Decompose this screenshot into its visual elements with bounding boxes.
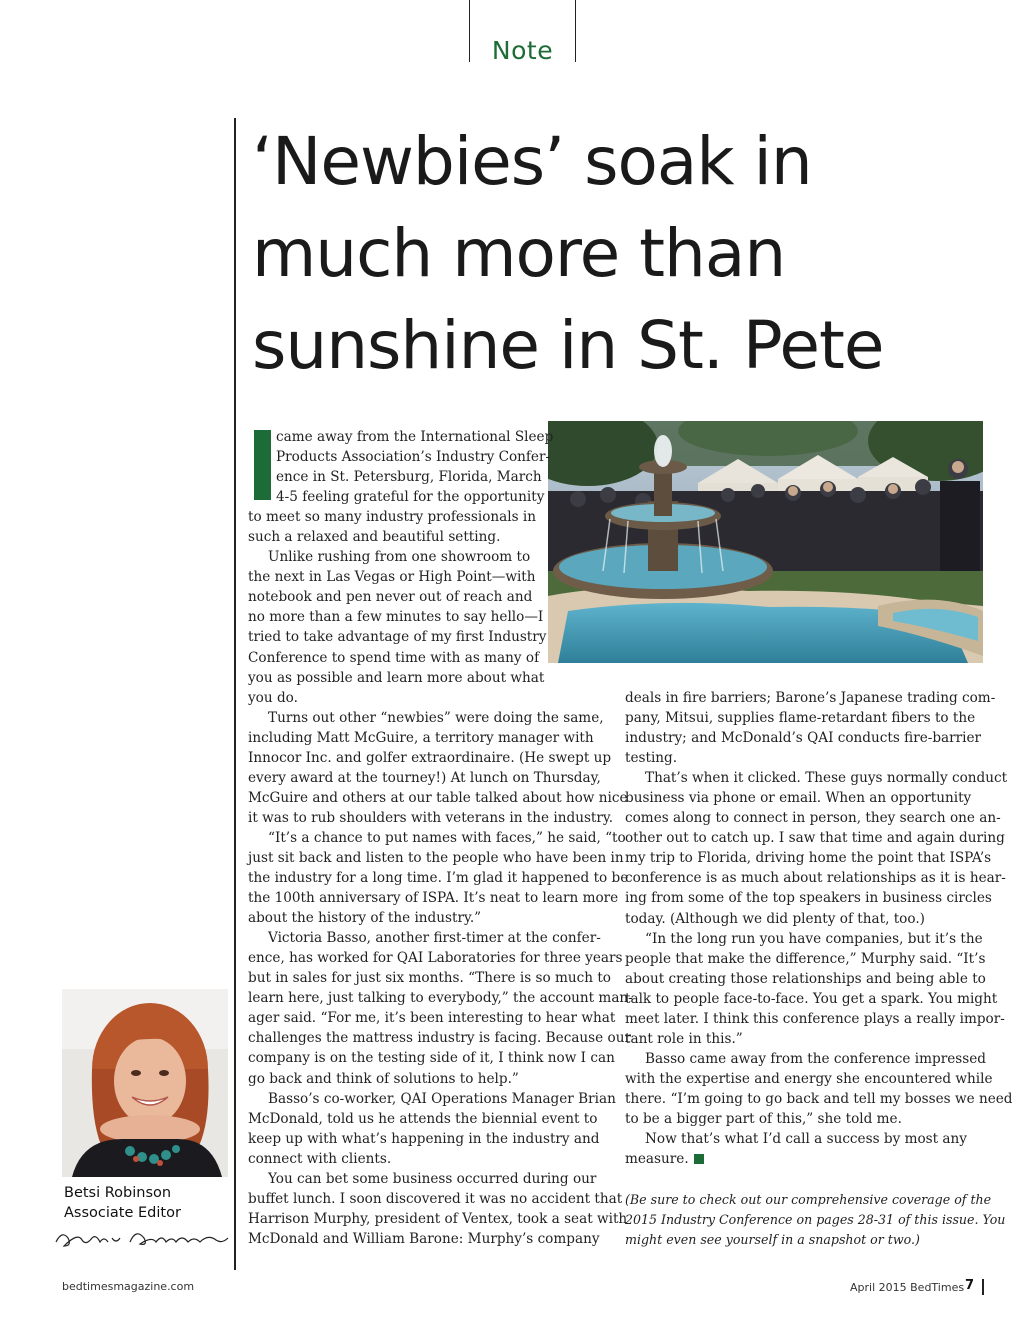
text-line: to meet so many industry professionals in: [248, 509, 537, 526]
footer-divider: [982, 1279, 984, 1295]
text-line: conference is as much about relationships as it is hear-: [625, 870, 1006, 887]
text-line: such a relaxed and beautiful setting.: [248, 529, 501, 546]
text-line: notebook and pen never out of reach and: [248, 589, 533, 606]
text-line: but in sales for just six months. “There is so much to: [248, 970, 611, 987]
text-line: there. “I’m going to go back and tell my bosses we need: [625, 1090, 1013, 1107]
text-line: meet later. I think this conference plays a really impor-: [625, 1010, 1005, 1027]
text-line: the 100th anniversary of ISPA. It’s neat to learn more: [248, 890, 619, 907]
text-line: you as possible and learn more about what: [248, 669, 545, 686]
page-number: 7: [965, 1278, 975, 1293]
note-line: might even see yourself in a snapshot or two.): [625, 1232, 920, 1247]
text-line: 4-5 feeling grateful for the opportunity: [276, 489, 545, 506]
text-line: Turns out other “newbies” were doing the same,: [268, 709, 604, 726]
text-line: my trip to Florida, driving home the point that ISPA’s: [625, 850, 992, 867]
text-line: industry; and McDonald’s QAI conducts fire-barrier: [625, 730, 982, 747]
headline-line: sunshine in St. Pete: [252, 307, 884, 384]
coverage-note: [625, 1190, 1006, 1250]
text-line: including Matt McGuire, a territory manager with: [248, 729, 594, 746]
text-line: company is on the testing side of it, I think now I can: [248, 1050, 615, 1067]
text-line: go back and think of solutions to help.”: [248, 1070, 519, 1087]
text-line: Victoria Basso, another first-timer at the confer-: [268, 930, 601, 947]
section-label: Note: [491, 36, 554, 65]
text-line: Basso’s co-worker, QAI Operations Manager Brian: [268, 1090, 616, 1107]
text-line: today. (Although we did plenty of that, too.): [625, 910, 925, 927]
text-line: Products Association’s Industry Confer-: [276, 449, 551, 466]
text-line: no more than a few minutes to say hello—I: [248, 609, 544, 626]
text-line: testing.: [625, 750, 678, 767]
text-line: “In the long run you have companies, but it’s the: [645, 930, 983, 947]
text-line: ing from some of the top speakers in business circles: [625, 890, 992, 907]
text-line: Basso came away from the conference impressed: [645, 1050, 986, 1067]
text-line: you do.: [248, 689, 298, 706]
text-line: Innocor Inc. and golfer extraordinaire. (He swept up: [248, 749, 612, 766]
text-line: Unlike rushing from one showroom to: [268, 549, 531, 566]
article-column-1: [248, 427, 633, 1249]
signature-image: [52, 1224, 232, 1252]
text-line: the next in Las Vegas or High Point—with: [248, 569, 536, 586]
note-line: 2015 Industry Conference on pages 28-31 of this issue. You: [625, 1212, 1006, 1227]
text-line: McDonald, told us he attends the biennial event to: [248, 1110, 598, 1127]
text-line: You can bet some business occurred during our: [268, 1170, 597, 1187]
text-line: connect with clients.: [248, 1150, 392, 1167]
author-portrait-image: [62, 989, 228, 1177]
text-line: ence in St. Petersburg, Florida, March: [276, 469, 542, 486]
text-line: Harrison Murphy, president of Ventex, took a seat with: [248, 1210, 628, 1227]
text-line: comes along to connect in person, they search one an-: [625, 810, 1001, 827]
text-line: about creating those relationships and being able to: [625, 970, 986, 987]
author-photo: [62, 989, 228, 1177]
text-line: tant role in this.”: [625, 1030, 743, 1047]
text-line-last: [625, 1149, 985, 1169]
footer-url: bedtimesmagazine.com: [62, 1280, 195, 1293]
text-line: people that make the difference,” Murphy said. “It’s: [625, 950, 986, 967]
text-line: tried to take advantage of my first Industry: [248, 629, 547, 646]
fountain-image: [548, 421, 983, 663]
headline-line: ‘Newbies’ soak in: [252, 123, 812, 200]
text-line: challenges the mattress industry is facing. Because our: [248, 1030, 631, 1047]
text-line: Now that’s what I’d call a success by most any: [645, 1131, 967, 1148]
footer-issue: April 2015 BedTimes: [850, 1281, 965, 1294]
text-line: the industry for a long time. I’m glad it happened to be: [248, 870, 629, 887]
text-line: measure.: [625, 1151, 689, 1168]
text-line: keep up with what’s happening in the industry and: [248, 1130, 600, 1147]
text-line: buffet lunch. I soon discovered it was no accident that: [248, 1190, 623, 1207]
text-line: pany, Mitsui, supplies flame-retardant fibers to the: [625, 710, 976, 727]
text-line: McGuire and others at our table talked about how nice: [248, 789, 628, 806]
event-photo: [548, 421, 983, 663]
text-line: Conference to spend time with as many of: [248, 649, 540, 666]
left-divider: [234, 118, 236, 1270]
text-line: with the expertise and energy she encountered while: [625, 1070, 993, 1087]
text-line: ence, has worked for QAI Laboratories for three years: [248, 950, 623, 967]
text-line: learn here, just talking to everybody,” the account man-: [248, 990, 633, 1007]
author-title: Associate Editor: [64, 1205, 181, 1221]
headline-line: much more than: [252, 215, 786, 292]
text-line: “It’s a chance to put names with faces,” he said, “to: [268, 829, 626, 846]
text-line: That’s when it clicked. These guys normally conduct: [645, 770, 1008, 787]
text-line: just sit back and listen to the people who have been in: [248, 849, 624, 866]
end-mark-icon: [694, 1154, 704, 1164]
text-line: business via phone or email. When an opportunity: [625, 790, 972, 807]
text-line: it was to rub shoulders with veterans in the industry.: [248, 809, 614, 826]
text-line: other out to catch up. I saw that time and again during: [625, 830, 1005, 847]
text-line: about the history of the industry.”: [248, 910, 482, 927]
article-column-2: [625, 688, 1013, 1169]
text-line: ager said. “For me, it’s been interesting to hear what: [248, 1010, 616, 1027]
text-line: to be a bigger part of this,” she told me.: [625, 1110, 902, 1127]
note-line: (Be sure to check out our comprehensive coverage of the: [625, 1192, 992, 1207]
text-line: talk to people face-to-face. You get a spark. You might: [625, 990, 998, 1007]
author-name: Betsi Robinson: [64, 1185, 172, 1201]
text-line: came away from the International Sleep: [276, 429, 554, 445]
headline: [252, 116, 992, 392]
text-line: deals in fire barriers; Barone’s Japanese trading com-: [625, 690, 996, 706]
text-line: every award at the tourney!) At lunch on Thursday,: [248, 769, 601, 786]
text-line: McDonald and William Barone: Murphy’s company: [248, 1230, 600, 1247]
